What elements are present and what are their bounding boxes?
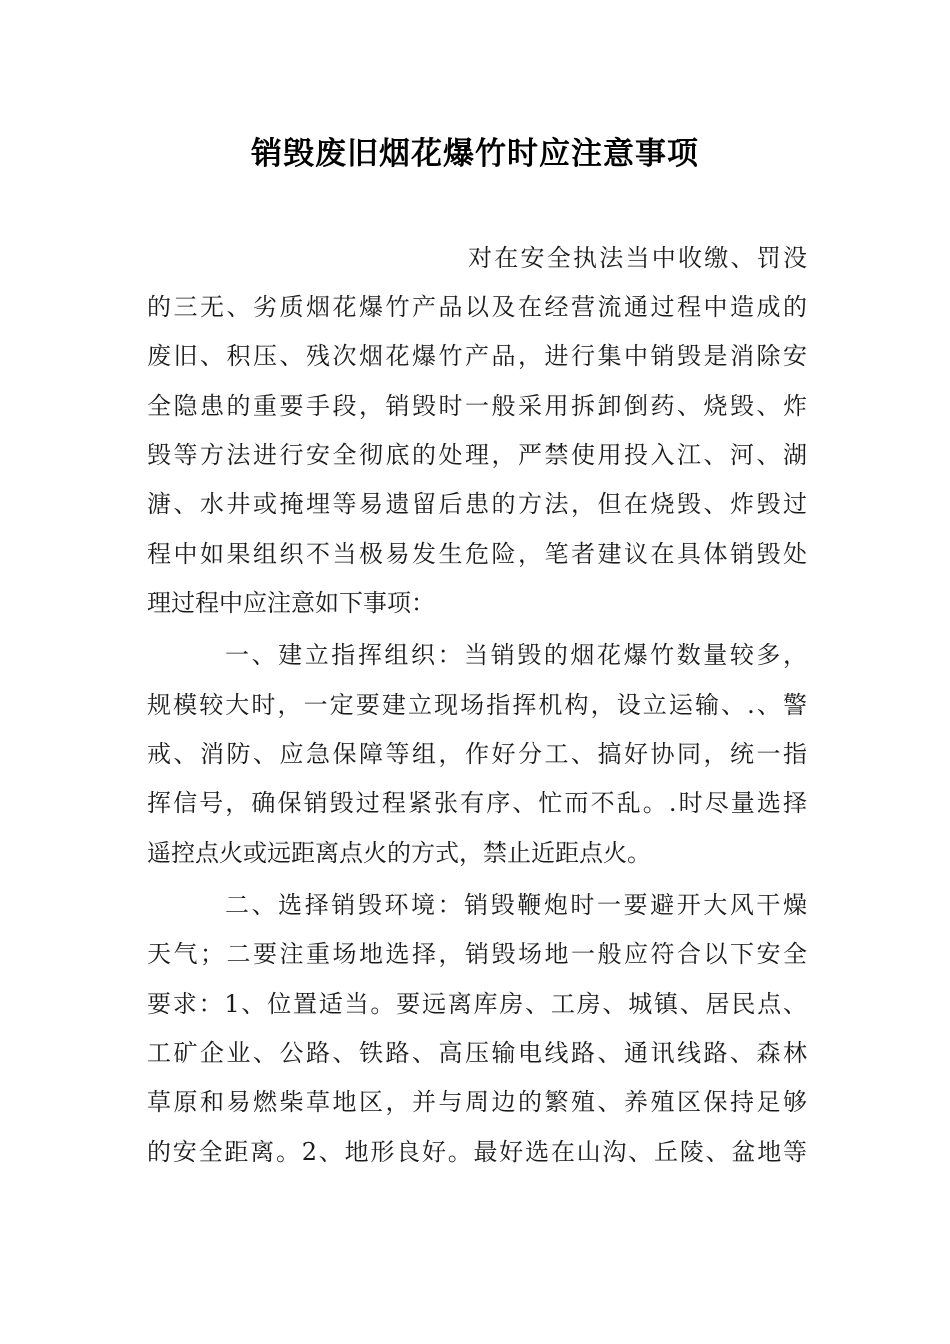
paragraph-1-line-8: 理过程中应注意如下事项： (147, 589, 435, 617)
paragraph-1-line-4: 全隐患的重要手段，销毁时一般采用拆卸倒药、烧毁、炸 (147, 392, 807, 420)
paragraph-3-line-2: 天气；二要注重场地选择，销毁场地一般应符合以下安全 (147, 940, 807, 968)
paragraph-1-line-1: 对在安全执法当中收缴、罚没 (468, 244, 807, 272)
paragraph-1-line-5: 毁等方法进行安全彻底的处理，严禁使用投入江、河、湖 (147, 441, 807, 469)
paragraph-3-line-6: 的安全距离。2、地形良好。最好选在山沟、丘陵、盆地等 (147, 1138, 807, 1166)
paragraph-3-line-3: 要求：1、位置适当。要远离库房、工房、城镇、居民点、 (147, 990, 807, 1018)
paragraph-1-line-6: 溏、水井或掩埋等易遗留后患的方法，但在烧毁、炸毁过 (147, 490, 807, 518)
paragraph-2-line-5: 遥控点火或远距离点火的方式，禁止近距点火。 (147, 839, 651, 867)
paragraph-1-line-7: 程中如果组织不当极易发生危险，笔者建议在具体销毁处 (147, 540, 807, 568)
paragraph-2-line-3: 戒、消防、应急保障等组，作好分工、搞好协同，统一指 (147, 740, 807, 768)
paragraph-1-line-3: 废旧、积压、残次烟花爆竹产品，进行集中销毁是消除安 (147, 342, 807, 370)
paragraph-3-line-1: 二、选择销毁环境：销毁鞭炮时一要避开大风干燥 (225, 891, 807, 919)
paragraph-2-line-2: 规模较大时，一定要建立现场指挥机构，设立运输、.、警 (147, 691, 807, 719)
paragraph-1-line-2: 的三无、劣质烟花爆竹产品以及在经营流通过程中造成的 (147, 293, 807, 321)
paragraph-2-line-4: 挥信号，确保销毁过程紧张有序、忙而不乱。.时尽量选择 (147, 789, 807, 817)
paragraph-3-line-5: 草原和易燃柴草地区，并与周边的繁殖、养殖区保持足够 (147, 1088, 807, 1116)
paragraph-2-line-1: 一、建立指挥组织：当销毁的烟花爆竹数量较多， (225, 641, 807, 669)
document-title: 销毁废旧烟花爆竹时应注意事项 (251, 136, 699, 172)
paragraph-3-line-4: 工矿企业、公路、铁路、高压输电线路、通讯线路、森林 (147, 1039, 807, 1067)
